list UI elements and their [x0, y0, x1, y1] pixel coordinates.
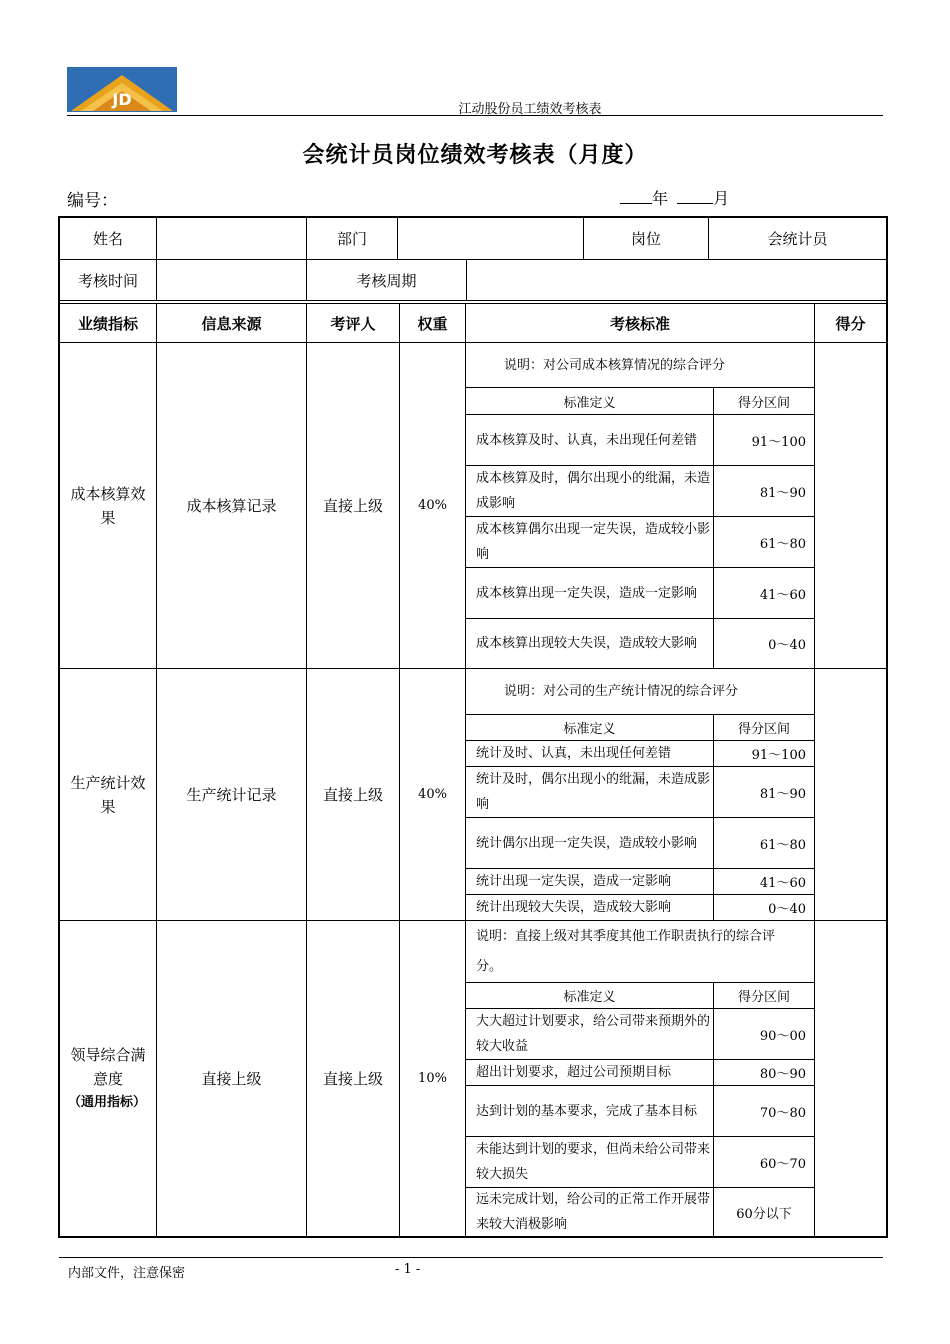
- range-row: 91～100: [751, 434, 806, 450]
- indicator-cost: 成本核算效果: [70, 484, 146, 527]
- std-row: 超出计划要求，超过公司预期目标: [476, 1065, 672, 1080]
- dept-input[interactable]: [398, 218, 583, 259]
- period-label: 考核周期: [356, 271, 417, 290]
- year-month-field: [620, 186, 729, 209]
- page-number: - 1 -: [395, 1262, 421, 1277]
- evaluator-production: 直接上级: [322, 786, 383, 804]
- score-input[interactable]: [815, 343, 886, 668]
- serial-number-label: 编号：: [67, 191, 118, 211]
- range-row: 0～40: [768, 902, 806, 917]
- period-input[interactable]: [467, 260, 886, 300]
- weight-leadership: 10%: [418, 1071, 447, 1086]
- score-input[interactable]: [815, 921, 886, 1236]
- name-input[interactable]: [157, 218, 306, 259]
- range-row: 41～60: [759, 876, 806, 891]
- std-row: 成本核算出现一定失误，造成一定影响: [476, 585, 698, 601]
- range-row: 70～80: [759, 1105, 806, 1121]
- std-row: 成本核算偶尔出现一定失误，造成较小影响: [476, 522, 711, 562]
- range-header: 得分区间: [737, 722, 790, 737]
- company-logo: [67, 67, 177, 112]
- range-header: 得分区间: [737, 395, 790, 411]
- indicator-leadership-title: 领导综合满意度: [70, 1045, 146, 1088]
- range-row: 80～90: [759, 1067, 806, 1082]
- range-row: 60分以下: [736, 1206, 792, 1222]
- weight-cost: 40%: [418, 498, 447, 513]
- range-header: 得分区间: [737, 990, 790, 1005]
- evaluator-leadership: 直接上级: [322, 1070, 383, 1088]
- std-row: 远未完成计划，给公司的正常工作开展带来较大消极影响: [476, 1192, 711, 1232]
- col-header-weight: 权重: [417, 314, 448, 333]
- time-label: 考核时间: [77, 271, 138, 290]
- range-row: 60～70: [759, 1156, 806, 1172]
- range-row: 61～80: [759, 837, 806, 853]
- page-title: 会统计员岗位绩效考核表（月度）: [302, 142, 648, 168]
- confidential-note: 内部文件，注意保密: [68, 1266, 186, 1281]
- range-row: 81～90: [759, 485, 806, 501]
- evaluator-cost: 直接上级: [322, 497, 383, 515]
- std-row: 成本核算出现较大失误，造成较大影响: [476, 636, 698, 651]
- indicator-production: 生产统计效果: [70, 773, 146, 816]
- range-row: 91～100: [751, 748, 806, 763]
- std-row: 大大超过计划要求，给公司带来预期外的较大收益: [476, 1014, 711, 1054]
- score-input[interactable]: [815, 669, 886, 920]
- std-row: 成本核算及时，偶尔出现小的纰漏，未造成影响: [476, 471, 711, 511]
- col-header-source: 信息来源: [201, 314, 262, 333]
- post-value: 会统计员: [767, 230, 828, 248]
- source-production: 生产统计记录: [186, 786, 277, 804]
- weight-production: 40%: [418, 787, 447, 802]
- std-row: 未能达到计划的要求，但尚未给公司带来较大损失: [476, 1142, 711, 1182]
- std-row: 统计及时、认真，未出现任何差错: [476, 746, 672, 761]
- range-row: 90～00: [759, 1028, 806, 1044]
- year-label: 年: [652, 189, 669, 208]
- dept-label: 部门: [336, 230, 367, 248]
- indicator-leadership: [64, 921, 152, 1236]
- range-row: 41～60: [759, 587, 806, 603]
- footer-rule: [59, 1257, 883, 1258]
- std-row: 统计及时，偶尔出现小的纰漏，未造成影响: [476, 772, 711, 812]
- std-row: 成本核算及时、认真，未出现任何差错: [476, 432, 698, 448]
- source-leadership: 直接上级: [201, 1070, 262, 1088]
- name-label: 姓名: [92, 230, 123, 248]
- year-blank[interactable]: [620, 189, 652, 204]
- range-row: 81～90: [759, 786, 806, 802]
- range-row: 0～40: [768, 638, 806, 653]
- company-doc-title: 江动股份员工绩效考核表: [458, 102, 602, 117]
- month-blank[interactable]: [677, 189, 713, 204]
- post-label: 岗位: [630, 230, 661, 248]
- std-header: 标准定义: [563, 990, 616, 1005]
- note-production: 说明：对公司的生产统计情况的综合评分: [504, 684, 739, 699]
- month-label: 月: [713, 189, 730, 208]
- header-rule: [67, 115, 883, 116]
- col-header-indicator: 业绩指标: [77, 314, 138, 333]
- logo-text: JD: [112, 90, 132, 109]
- std-row: 统计偶尔出现一定失误，造成较小影响: [476, 835, 698, 851]
- std-row: 达到计划的基本要求，完成了基本目标: [476, 1103, 698, 1119]
- std-header: 标准定义: [563, 395, 616, 411]
- std-header: 标准定义: [563, 722, 616, 737]
- indicator-leadership-note: （通用指标）: [68, 1094, 147, 1110]
- note-cost: 说明：对公司成本核算情况的综合评分: [504, 357, 726, 373]
- col-header-standard: 考核标准: [609, 314, 670, 333]
- col-header-score: 得分: [835, 314, 866, 333]
- source-cost: 成本核算记录: [186, 497, 277, 515]
- note-leadership: 说明：直接上级对其季度其他工作职责执行的综合评分。: [476, 928, 776, 974]
- std-row: 统计出现一定失误，造成一定影响: [476, 874, 672, 889]
- col-header-evaluator: 考评人: [330, 314, 376, 333]
- time-input[interactable]: [157, 260, 306, 300]
- range-row: 61～80: [759, 536, 806, 552]
- std-row: 统计出现较大失误，造成较大影响: [476, 900, 672, 915]
